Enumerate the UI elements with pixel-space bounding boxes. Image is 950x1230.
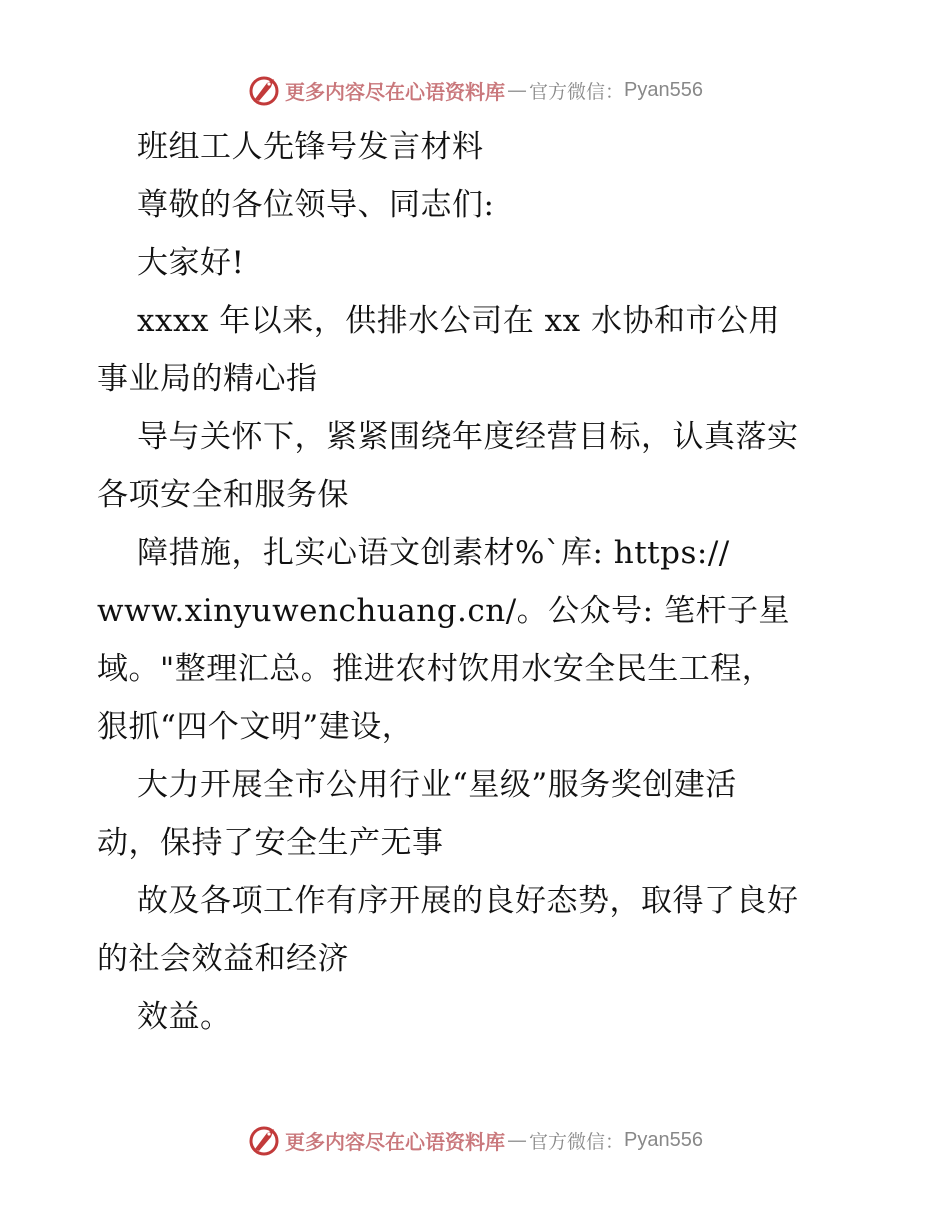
footer-separator: — bbox=[507, 1128, 527, 1152]
footer-wechat-id: Pyan556 bbox=[624, 1128, 703, 1151]
header-wechat-id: Pyan556 bbox=[624, 78, 703, 101]
header-promo-text: 更多内容尽在心语资料库 bbox=[285, 79, 505, 104]
header-banner bbox=[0, 70, 950, 110]
paragraph-line: 导与关怀下，紧紧围绕年度经营目标，认真落实 bbox=[137, 419, 799, 455]
paragraph-line: 动，保持了安全生产无事 bbox=[97, 825, 444, 861]
greeting: 大家好! bbox=[137, 245, 245, 281]
salutation: 尊敬的各位领导、同志们: bbox=[137, 187, 495, 223]
paragraph-line: 事业局的精心指 bbox=[97, 361, 318, 397]
paragraph-line: 效益。 bbox=[137, 999, 232, 1035]
paragraph-line: 障措施，扎实心语文创素材%`库: https:// bbox=[137, 535, 730, 571]
paragraph-line: 各项安全和服务保 bbox=[97, 477, 349, 513]
paragraph-line: 域。"整理汇总。推进农村饮用水安全民生工程， bbox=[97, 651, 774, 687]
document-body bbox=[97, 118, 897, 1046]
header-separator: — bbox=[507, 78, 527, 102]
paragraph-line: xxxx 年以来，供排水公司在 xx 水协和市公用 bbox=[137, 303, 780, 339]
document-title: 班组工人先锋号发言材料 bbox=[137, 129, 484, 165]
header-wechat-label: 官方微信： bbox=[529, 80, 625, 103]
pen-nib-logo-icon bbox=[247, 1123, 281, 1157]
paragraph-line: 大力开展全市公用行业“星级”服务奖创建活 bbox=[137, 767, 737, 803]
paragraph-line: 的社会效益和经济 bbox=[97, 941, 349, 977]
footer-promo-text: 更多内容尽在心语资料库 bbox=[285, 1129, 505, 1154]
paragraph-line: www.xinyuwenchuang.cn/。公众号: 笔杆子星 bbox=[97, 593, 790, 629]
paragraph-line: 故及各项工作有序开展的良好态势，取得了良好 bbox=[137, 883, 799, 919]
footer-banner bbox=[0, 1120, 950, 1160]
footer-wechat-label: 官方微信： bbox=[529, 1130, 625, 1153]
paragraph-line: 狠抓“四个文明”建设， bbox=[97, 709, 414, 745]
pen-nib-logo-icon bbox=[247, 73, 281, 107]
